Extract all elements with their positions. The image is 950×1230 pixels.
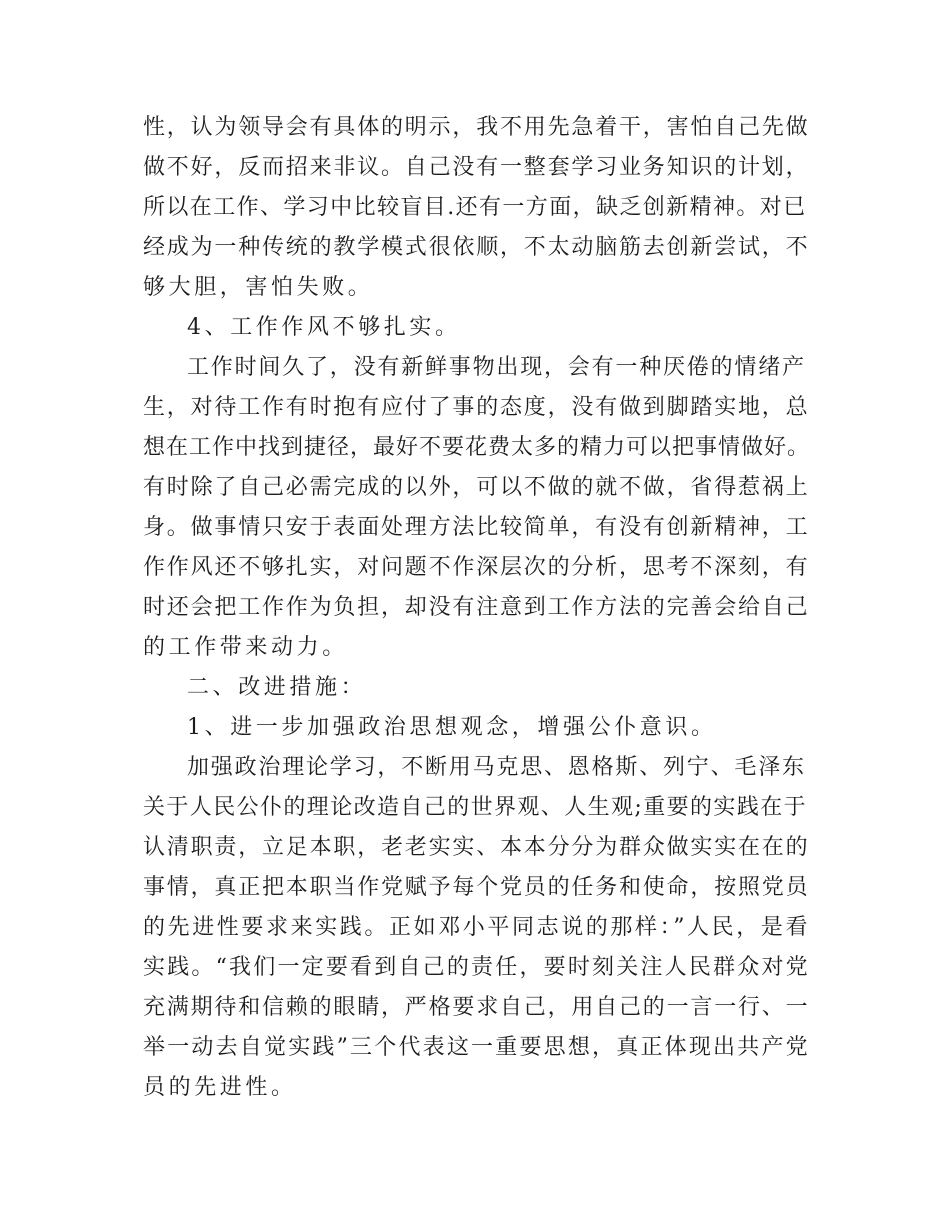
text-line: 生，对待工作有时抱有应付了事的态度，没有做到脚踏实地，总 bbox=[143, 395, 810, 420]
section-heading: 4、工作作风不够扎实。 bbox=[187, 315, 461, 340]
section-heading: 1、进一步加强政治思想观念，增强公仆意识。 bbox=[187, 715, 717, 740]
text-line: 员的先进性。 bbox=[143, 1075, 297, 1100]
section-heading: 二、改进措施： bbox=[187, 675, 367, 700]
text-line: 想在工作中找到捷径，最好不要花费太多的精力可以把事情做好。 bbox=[143, 435, 811, 460]
text-line: 作作风还不够扎实，对问题不作深层次的分析，思考不深刻，有 bbox=[143, 555, 810, 580]
text-line: 加强政治理论学习，不断用马克思、恩格斯、列宁、毛泽东 bbox=[187, 755, 806, 780]
text-line: 经成为一种传统的教学模式很依顺，不太动脑筋去创新尝试，不 bbox=[143, 235, 810, 260]
text-line: 关于人民公仆的理论改造自己的世界观、人生观;重要的实践在于 bbox=[143, 795, 808, 820]
text-line: 工作时间久了，没有新鲜事物出现，会有一种厌倦的情绪产 bbox=[187, 355, 806, 380]
text-line: 的工作带来动力。 bbox=[143, 635, 348, 660]
text-line: 举一动去自觉实践”三个代表这一重要思想，真正体现出共产党 bbox=[143, 1035, 810, 1060]
text-line: 够大胆，害怕失败。 bbox=[143, 275, 374, 300]
text-line: 性，认为领导会有具体的明示，我不用先急着干，害怕自己先做 bbox=[143, 115, 810, 140]
text-line: 身。做事情只安于表面处理方法比较简单，有没有创新精神，工 bbox=[143, 515, 810, 540]
text-line: 充满期待和信赖的眼睛，严格要求自己，用自己的一言一行、一 bbox=[143, 995, 810, 1020]
text-line: 有时除了自己必需完成的以外，可以不做的就不做，省得惹祸上 bbox=[143, 475, 810, 500]
text-line: 所以在工作、学习中比较盲目.还有一方面，缺乏创新精神。对已 bbox=[143, 195, 807, 220]
text-line: 实践。“我们一定要看到自己的责任，要时刻关注人民群众对党 bbox=[143, 955, 810, 980]
text-line: 时还会把工作作为负担，却没有注意到工作方法的完善会给自己 bbox=[143, 595, 810, 620]
text-line: 事情，真正把本职当作党赋予每个党员的任务和使命，按照党员 bbox=[143, 875, 810, 900]
text-line: 的先进性要求来实践。正如邓小平同志说的那样：”人民，是看 bbox=[143, 915, 811, 940]
text-line: 做不好，反而招来非议。自己没有一整套学习业务知识的计划， bbox=[143, 155, 810, 180]
text-line: 认清职责，立足本职，老老实实、本本分分为群众做实实在在的 bbox=[143, 835, 810, 860]
